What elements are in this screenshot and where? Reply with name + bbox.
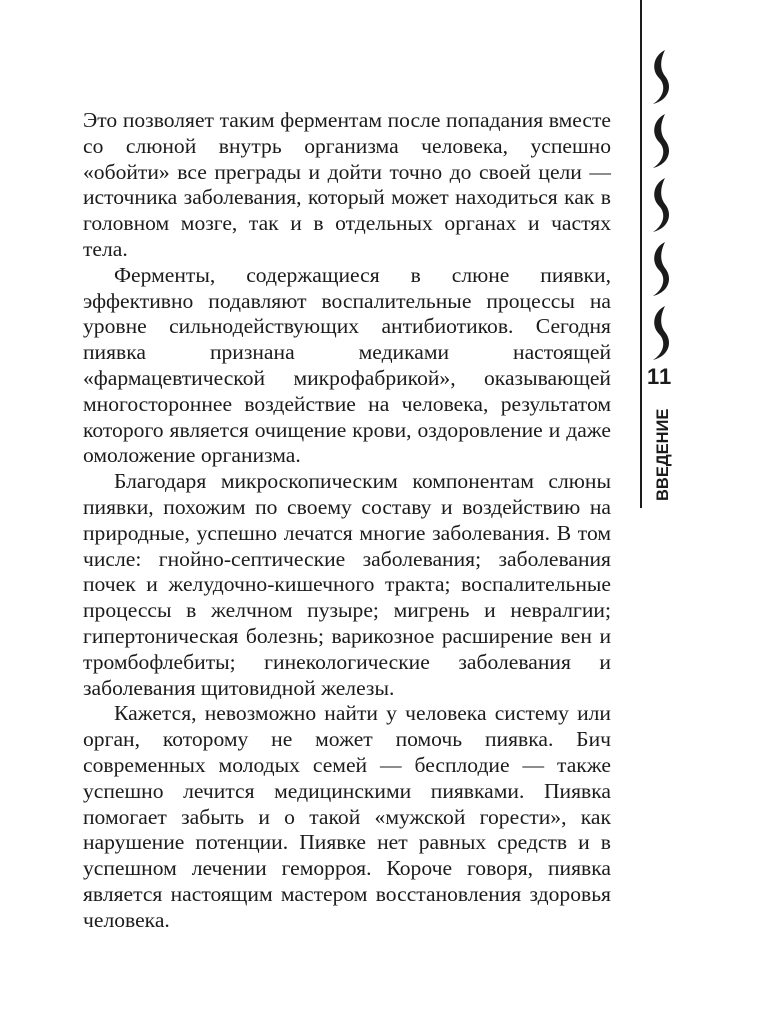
page-number: 11: [647, 364, 673, 389]
paragraph-1: Это позволяет таким ферментам после попадания вместе со слюной внутрь организма человека, успешно «обойти» все преграды и дойти точно до своей цели — источника заболевания, который может находиться как в головном мозге, так и в отдельных органах и частях тела.: [83, 108, 611, 261]
paragraph-2: Ферменты, содержащиеся в слюне пиявки, эффективно подавляют воспалительные процессы на уровне сильнодействующих антибиотиков. Сегодня пиявка признана медиками настоящей «фармацевтической микрофабрикой», оказывающей многостороннее воздействие на человека, результатом которого является очищение крови, оздоровление и даже омоложение организма.: [83, 262, 611, 468]
leech-ornament-icon: [643, 304, 679, 362]
leech-ornament-icon: [643, 240, 679, 298]
leech-ornament-icon: [643, 176, 679, 234]
margin-rule: [640, 0, 642, 508]
section-label: ВВЕДЕНИЕ: [654, 408, 672, 501]
leech-ornament-icon: [643, 112, 679, 170]
paragraph-3: Благодаря микроскопическим компонентам слюны пиявки, похожим по своему составу и воздействию на природные, успешно лечатся многие заболевания. В том числе: гнойно-септические заболевания; заболевания почек и желудочно-кишечного тракта; воспалительные процессы в желчном пузыре; мигрень и невралгии; гипертоническая болезнь; варикозное расширение вен и тромбофлебиты; гинекологические заболевания и заболевания щитовидной железы.: [83, 469, 611, 700]
leech-ornament-icon: [643, 48, 679, 106]
leech-ornaments: [643, 48, 679, 368]
paragraph-4: Кажется, невозможно найти у человека систему или орган, которому не может помочь пиявка. Бич современных молодых семей — бесплодие — также успешно лечится медицинскими пиявками. Пиявка помогает забыть и о такой «мужской горести», как нарушение потенции. Пиявке нет равных средств и в успешном лечении геморроя. Короче говоря, пиявка является настоящим мастером восстановления здоровья человека.: [83, 701, 611, 932]
main-text: [83, 108, 611, 934]
